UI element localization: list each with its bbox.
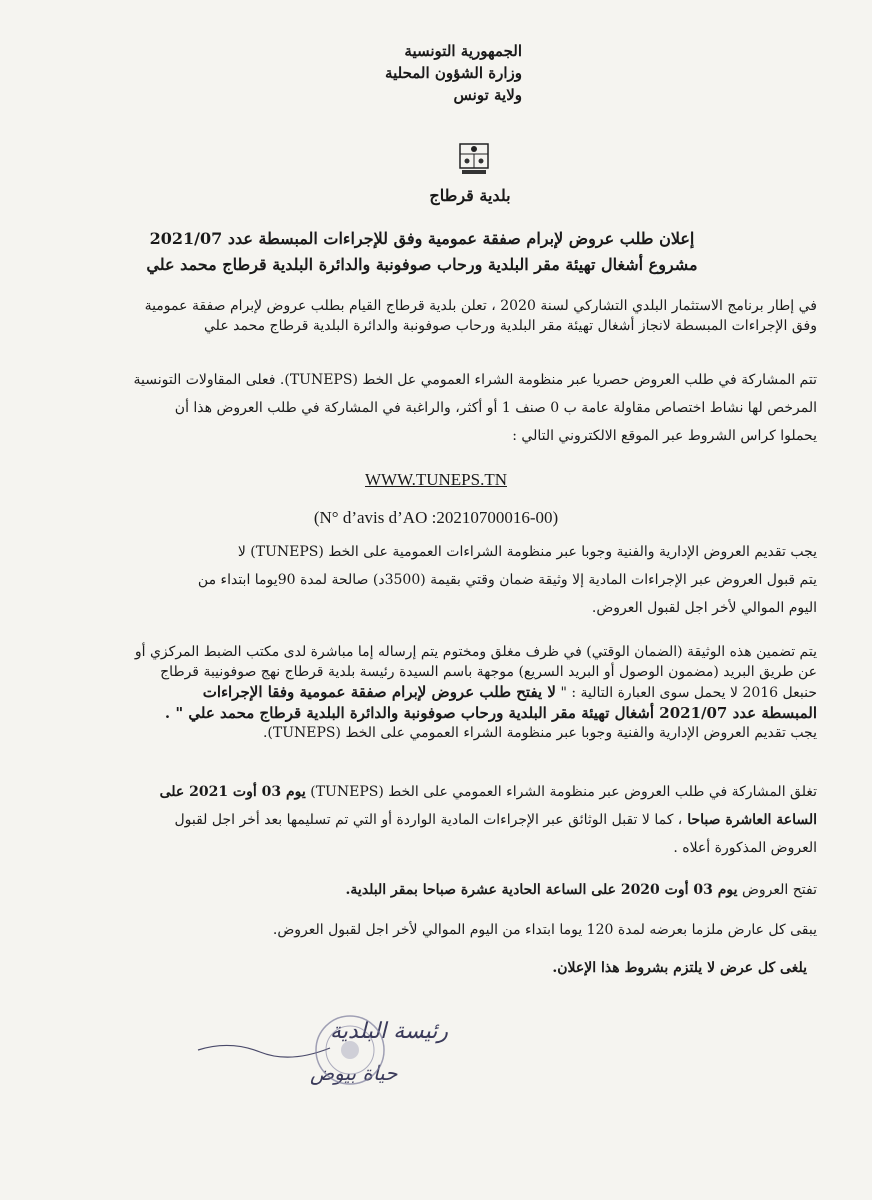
closing-line-2-bold: الساعة العاشرة صباحا xyxy=(682,812,817,828)
validity-text: يبقى كل عارض ملزما بعرضه لمدة 120 يوما ابتداء من اليوم الموالي لأخر اجل لقبول العروض. xyxy=(272,922,817,938)
opening-bold: يوم 03 أوت 2020 على الساعة الحادية عشرة صباحا بمقر البلدية. xyxy=(345,882,738,898)
closing-line-2-plain: ، كما لا تقبل الوثائق عبر الإجراءات المادية الواردة أو التي تم تسليمها بعد أخر اجل لقبول xyxy=(174,812,683,828)
guarantee-line-5: يجب تقديم العروض الإدارية والفنية وجوبا عبر منظومة الشراء العمومي على الخط (TUNEPS). xyxy=(262,725,817,741)
paragraph-closing xyxy=(47,778,817,862)
header-governorate: ولاية تونس xyxy=(453,86,522,104)
tunisia-emblem-icon xyxy=(454,140,494,176)
paragraph-submission xyxy=(47,538,817,622)
cancellation-text: يلغى كل عرض لا يلتزم بشروط هذا الإعلان. xyxy=(552,960,807,976)
closing-line-1 xyxy=(47,778,817,806)
paragraph-opening xyxy=(47,880,817,900)
signature-name: حياة بيوض xyxy=(310,1061,398,1085)
paragraph-cancellation xyxy=(37,958,817,978)
website-link[interactable]: WWW.TUNEPS.TN xyxy=(365,470,507,489)
paragraph-guarantee xyxy=(47,642,817,743)
guarantee-line-3-bold: لا يفتح طلب عروض لإبرام صفقة عمومية وفقا الإجراءات xyxy=(202,683,556,701)
guarantee-line-4: المبسطة عدد 2021/07 أشغال تهيئة مقر البلدية ورحاب صوفونبة والدائرة البلدية قرطاج محمد علي " . xyxy=(164,704,817,722)
header-ministry: وزارة الشؤون المحلية xyxy=(385,64,522,82)
municipality-name: بلدية قرطاج xyxy=(429,186,511,205)
guarantee-line-1: يتم تضمين هذه الوثيقة (الضمان الوقتي) في ظرف مغلق ومختوم يتم إرساله إما مباشرة لدى مكتب الضبط المركزي أو xyxy=(134,644,817,660)
closing-line-2 xyxy=(47,806,817,834)
signature-title: رئيسة البلدية xyxy=(330,1019,449,1044)
official-stamp-icon xyxy=(310,1010,390,1090)
header-republic: الجمهورية التونسية xyxy=(404,42,522,60)
guarantee-line-3-plain: حنبعل 2016 لا يحمل سوى العبارة التالية : " xyxy=(560,685,817,701)
participation-line-2: المرخص لها نشاط اختصاص مقاولة عامة ب 0 صنف 1 أو أكثر، والراغبة في المشاركة في طلب العروض هذا أن xyxy=(174,400,817,416)
intro-line-2: وفق الإجراءات المبسطة لانجاز أشغال تهيئة مقر البلدية ورحاب صوفونبة والدائرة البلدية قرطاج محمد علي xyxy=(204,318,817,334)
intro-line-1: في إطار برنامج الاستثمار البلدي التشاركي لسنة 2020 ، تعلن بلدية قرطاج القيام بطلب عروض لإبرام صفقة عمومية xyxy=(144,298,817,314)
guarantee-line-2: عن طريق البريد (مضمون الوصول أو البريد السريع) موجهة باسم السيدة رئيسة بلدية قرطاج نهج صوفونيبة قرطاج xyxy=(160,664,817,680)
paragraph-validity xyxy=(47,920,817,940)
submission-line-2: يتم قبول العروض عبر الإجراءات المادية إلا وثيقة ضمان وقتي بقيمة (3500د) صالحة لمدة 90يوما ابتداء من xyxy=(197,572,817,588)
submission-line-3: اليوم الموالي لأخر اجل لقبول العروض. xyxy=(591,600,817,616)
participation-line-1: تتم المشاركة في طلب العروض حصريا عبر منظومة الشراء العمومي عل الخط (TUNEPS). فعلى المقاولات التونسية xyxy=(133,372,817,388)
paragraph-participation xyxy=(47,366,817,450)
guarantee-line-3 xyxy=(47,682,817,703)
paragraph-intro xyxy=(47,296,817,336)
closing-line-3: العروض المذكورة أعلاه . xyxy=(673,840,817,856)
title-line-2: مشروع أشغال تهيئة مقر البلدية ورحاب صوفونبة والدائرة البلدية قرطاج محمد علي xyxy=(146,255,698,274)
announcement-title xyxy=(42,226,802,278)
opening-plain: تفتح العروض xyxy=(737,882,817,898)
header-block xyxy=(322,40,522,106)
participation-line-3: يحملوا كراس الشروط عبر الموقع الالكتروني التالي : xyxy=(512,428,817,444)
avis-number: (N° d’avis d’AO :20210700016-00) xyxy=(313,508,559,527)
title-line-1: إعلان طلب عروض لإبرام صفقة عمومية وفق للإجراءات المبسطة عدد 2021/07 xyxy=(149,229,695,248)
closing-line-1-bold: يوم 03 أوت 2021 على xyxy=(159,784,306,800)
closing-line-1-plain: تغلق المشاركة في طلب العروض عبر منظومة الشراء العمومي على الخط (TUNEPS) xyxy=(305,784,817,800)
submission-line-1: يجب تقديم العروض الإدارية والفنية وجوبا عبر منظومة الشراءات العمومية على الخط (TUNEPS) لا xyxy=(237,544,817,560)
